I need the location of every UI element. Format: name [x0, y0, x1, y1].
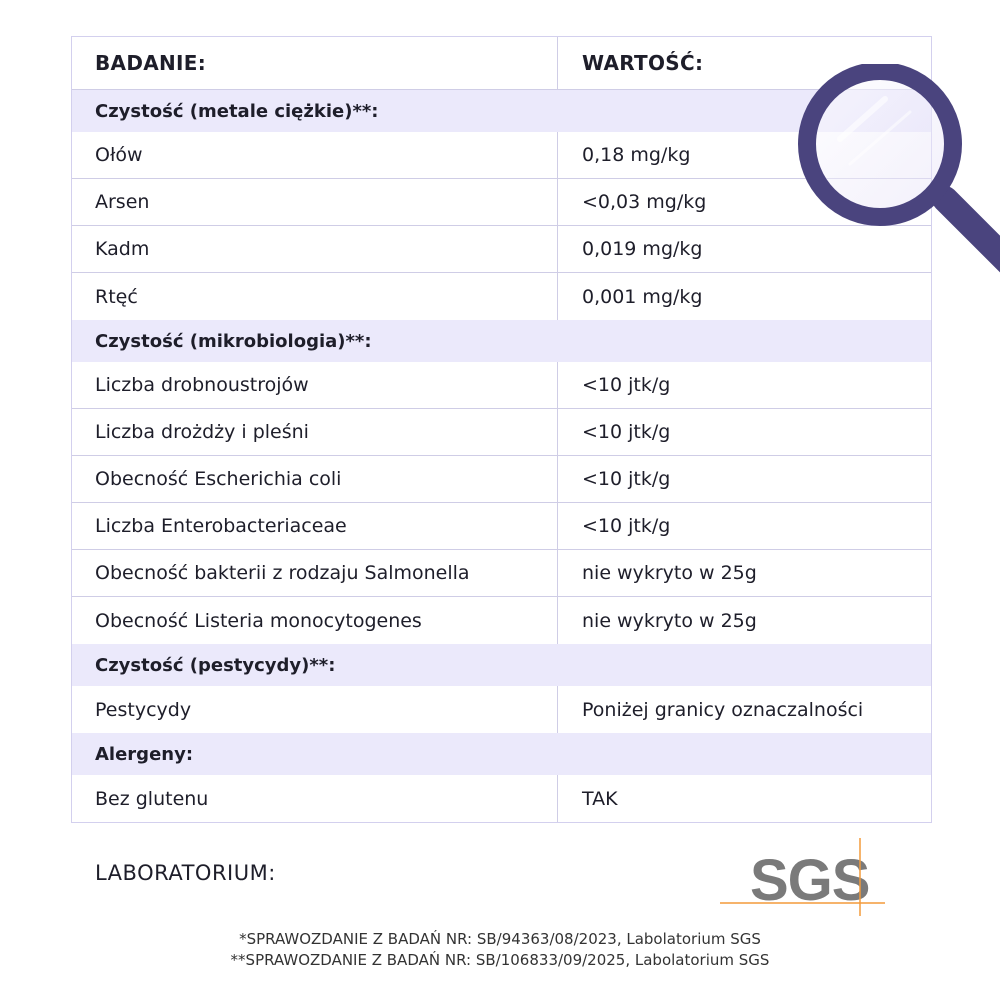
test-value: Poniżej granicy oznaczalności — [582, 698, 864, 721]
svg-text:SGS: SGS — [750, 848, 870, 913]
test-name: Arsen — [72, 179, 558, 225]
test-name: Pestycydy — [72, 686, 558, 733]
test-name: Liczba drożdży i pleśni — [72, 409, 558, 455]
test-value: <10 jtk/g — [582, 468, 671, 490]
test-value: nie wykryto w 25g — [582, 562, 757, 584]
test-name: Liczba drobnoustrojów — [72, 362, 558, 408]
test-value: <10 jtk/g — [582, 515, 671, 537]
footnote: **SPRAWOZDANIE Z BADAŃ NR: SB/106833/09/2025, Labolatorium SGS — [230, 951, 770, 969]
test-value: <0,03 mg/kg — [582, 191, 707, 213]
table-row — [72, 503, 931, 550]
test-name: Bez glutenu — [72, 775, 558, 822]
section-allergens — [72, 733, 931, 775]
footnotes — [0, 929, 1000, 971]
footnote: *SPRAWOZDANIE Z BADAŃ NR: SB/94363/08/2023, Labolatorium SGS — [239, 930, 761, 948]
table-row — [72, 550, 931, 597]
table-row — [72, 775, 931, 822]
sgs-logo — [720, 838, 885, 916]
test-name: Obecność bakterii z rodzaju Salmonella — [72, 550, 558, 596]
test-value: nie wykryto w 25g — [582, 609, 757, 632]
table-row — [72, 456, 931, 503]
test-name: Liczba Enterobacteriaceae — [72, 503, 558, 549]
section-title: Czystość (pestycydy)**: — [95, 654, 336, 676]
test-value: <10 jtk/g — [582, 374, 671, 396]
test-value: TAK — [582, 787, 618, 810]
test-name: Ołów — [72, 132, 558, 178]
table-row — [72, 362, 931, 409]
table-row — [72, 686, 931, 733]
header-value: WARTOŚĆ: — [582, 51, 704, 75]
section-title: Czystość (mikrobiologia)**: — [95, 330, 372, 352]
test-value: <10 jtk/g — [582, 421, 671, 443]
test-name: Kadm — [72, 226, 558, 272]
test-name: Obecność Listeria monocytogenes — [72, 597, 558, 644]
test-value: 0,001 mg/kg — [582, 285, 703, 308]
laboratory-label: LABORATORIUM: — [95, 861, 276, 885]
section-microbiology — [72, 320, 931, 362]
table-row — [72, 597, 931, 644]
test-value: 0,18 mg/kg — [582, 144, 691, 166]
table-row — [72, 409, 931, 456]
section-pesticides — [72, 644, 931, 686]
section-title: Czystość (metale ciężkie)**: — [95, 100, 379, 122]
test-name: Obecność Escherichia coli — [72, 456, 558, 502]
test-value: 0,019 mg/kg — [582, 238, 703, 260]
test-name: Rtęć — [72, 273, 558, 320]
magnifying-glass-icon — [790, 64, 1000, 284]
header-test: BADANIE: — [72, 37, 558, 89]
section-title: Alergeny: — [95, 743, 194, 765]
